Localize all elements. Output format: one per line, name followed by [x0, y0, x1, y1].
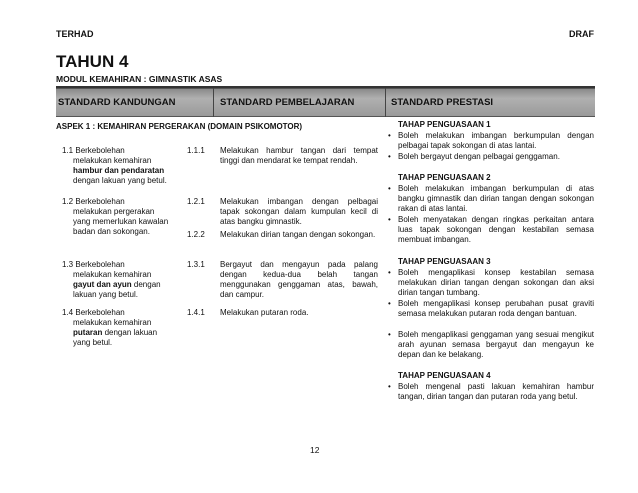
classification-label: TERHAD — [56, 29, 94, 39]
prestasi-bullet: • Boleh melakukan imbangan berkumpulan di atas bangku gimnastik dan dirian tangan dengan sokongan rakan di atas lantai. — [388, 184, 594, 214]
prestasi-bullet: • Boleh melakukan imbangan berkumpulan dengan pelbagai tapak sokongan di atas lantai. — [388, 131, 594, 151]
kandungan-number: 1.4 — [62, 308, 74, 317]
pembelajaran-number: 1.3.1 — [187, 260, 205, 269]
table-header — [56, 88, 595, 117]
pembelajaran-number: 1.2.1 — [187, 197, 205, 206]
kandungan-line: yang betul. — [73, 338, 113, 347]
pembelajaran-number: 1.2.2 — [187, 230, 205, 239]
kandungan-number: 1.1 — [62, 146, 74, 155]
tahap-heading: TAHAP PENGUASAAN 3 — [398, 257, 491, 266]
kandungan-bold: hambur dan pendaratan — [73, 166, 165, 175]
pembelajaran-text: Melakukan dirian tangan dengan sokongan. — [220, 230, 376, 239]
page-number: 12 — [310, 445, 320, 455]
kandungan-line: badan dan sokongan. — [73, 227, 150, 236]
prestasi-bullet: • Boleh mengaplikasi konsep perubahan pusat graviti semasa melakukan putaran roda dengan bantuan. — [388, 299, 594, 319]
tahap-heading: TAHAP PENGUASAAN 2 — [398, 173, 491, 182]
kandungan-item — [62, 197, 172, 237]
kandungan-bold: putaran — [73, 328, 103, 337]
column-divider — [213, 88, 214, 117]
kandungan-line: melakukan kemahiran — [73, 156, 152, 165]
column-divider — [385, 88, 386, 117]
kandungan-bold: gayut dan ayun — [73, 280, 132, 289]
kandungan-item — [62, 308, 172, 348]
kandungan-first-line: Berkebolehan — [75, 146, 125, 155]
column-header-kandungan: STANDARD KANDUNGAN — [58, 97, 176, 108]
kandungan-number: 1.3 — [62, 260, 74, 269]
pembelajaran-text: Melakukan hambur tangan dari tempat tinggi dan mendarat ke tempat rendah. — [220, 146, 378, 165]
column-header-prestasi: STANDARD PRESTASI — [391, 97, 494, 108]
kandungan-first-line: Berkebolehan — [75, 308, 125, 317]
tahap-heading: TAHAP PENGUASAAN 4 — [398, 371, 491, 380]
pembelajaran-text: Melakukan imbangan dengan pelbagai tapak sokongan dalam kumpulan kecil di atas bangku gimnastik. — [220, 197, 378, 226]
kandungan-line: melakukan pergerakan — [73, 207, 155, 216]
kandungan-line: dengan — [131, 280, 161, 289]
draft-label: DRAF — [569, 29, 594, 39]
kandungan-first-line: Berkebolehan — [75, 197, 125, 206]
page-title: TAHUN 4 — [56, 52, 129, 71]
kandungan-line: dengan lakuan — [102, 328, 158, 337]
kandungan-line: melakukan kemahiran — [73, 270, 152, 279]
section-heading: ASPEK 1 : KEMAHIRAN PERGERAKAN (DOMAIN PSIKOMOTOR) — [56, 122, 303, 131]
kandungan-item — [62, 146, 172, 186]
tahap-heading: TAHAP PENGUASAAN 1 — [398, 120, 491, 129]
kandungan-line: lakuan yang betul. — [73, 290, 138, 299]
pembelajaran-text: Melakukan putaran roda. — [220, 308, 309, 317]
kandungan-line: melakukan kemahiran — [73, 318, 152, 327]
prestasi-bullet: • Boleh mengaplikasi konsep kestabilan semasa melakukan dirian tangan dengan sokongan dan aksi dirian tangan tumbang. — [388, 268, 594, 298]
prestasi-bullet: • Boleh menyatakan dengan ringkas perkaitan antara luas tapak sokongan dengan kestabilan semasa membuat imbangan. — [388, 215, 594, 245]
kandungan-first-line: Berkebolehan — [75, 260, 125, 269]
kandungan-line: dengan lakuan yang betul. — [73, 176, 167, 185]
pembelajaran-number: 1.4.1 — [187, 308, 205, 317]
kandungan-number: 1.2 — [62, 197, 74, 206]
module-subtitle: MODUL KEMAHIRAN : GIMNASTIK ASAS — [56, 74, 223, 84]
kandungan-line: yang memerlukan kawalan — [73, 217, 169, 226]
prestasi-bullet: • Boleh mengenal pasti lakuan kemahiran hambur tangan, dirian tangan dan putaran roda yang betul. — [388, 382, 594, 402]
column-header-pembelajaran: STANDARD PEMBELAJARAN — [220, 97, 355, 108]
pembelajaran-number: 1.1.1 — [187, 146, 205, 155]
prestasi-bullet: • Boleh bergayut dengan pelbagai genggaman. — [388, 152, 594, 162]
pembelajaran-text: Bergayut dan mengayun pada palang dengan kedua-dua belah tangan menggunakan genggaman atas, bawah, dan campur. — [220, 260, 378, 299]
prestasi-bullet: • Boleh mengaplikasi genggaman yang sesuai mengikut arah ayunan semasa bergayut dan mengayun ke depan dan ke belakang. — [388, 330, 594, 360]
kandungan-item — [62, 260, 172, 300]
